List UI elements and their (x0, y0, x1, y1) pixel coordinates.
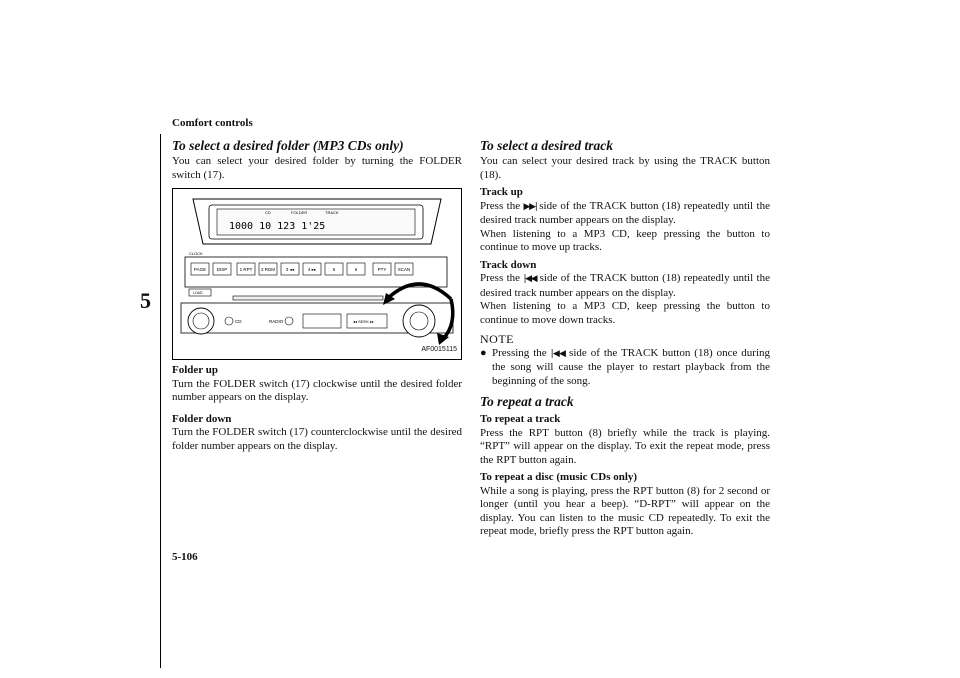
figure-caption: AF0015115 (421, 345, 457, 353)
chapter-number: 5 (140, 288, 151, 313)
display-readout: 1000 10 123 1'25 (229, 221, 326, 232)
track-down-mp3-text: When listening to a MP3 CD, keep pressing the button to continue to move down tracks. (480, 300, 770, 326)
repeat-disc-text: While a song is playing, press the RPT button (8) for 2 second or longer (until you hear a beep). “D-RPT” will appear on the display. You can listen to the music CD repeatedly. To exit the repeat mode, briefly press the RPT button again. (480, 484, 770, 537)
svg-text:CLOCK: CLOCK (189, 251, 203, 256)
svg-text:6: 6 (354, 267, 358, 272)
display-icon-cd: CD (265, 210, 271, 215)
svg-text:2 RDM: 2 RDM (260, 267, 276, 272)
folder-up-text: Turn the FOLDER switch (17) clockwise until the desired folder number appears on the display. (172, 377, 462, 403)
track-up-text: Press the ▶▶| side of the TRACK button (18) repeatedly until the desired track number appears on the display. (480, 199, 770, 226)
folder-down-text: Turn the FOLDER switch (17) counterclockwise until the desired folder number appears on the display. (172, 426, 462, 452)
track-down-title: Track down (480, 258, 537, 271)
left-column (172, 138, 462, 453)
repeat-disc-title: To repeat a disc (music CDs only) (480, 471, 638, 483)
svg-text:5: 5 (332, 267, 336, 272)
folder-down-title: Folder down (172, 412, 232, 425)
svg-text:3 ◂◂: 3 ◂◂ (285, 267, 295, 272)
repeat-track-text: Press the RPT button (8) briefly while the track is playing. “RPT” will appear on the display. To exit the repeat mode, press the RPT button again. (480, 426, 770, 466)
heading-repeat-track: To repeat a track (480, 394, 574, 409)
display-icon-folder: FOLDER (291, 210, 308, 215)
track-up-title: Track up (480, 186, 523, 198)
audio-unit-illustration (172, 188, 462, 360)
page-number: 5-106 (172, 551, 198, 563)
display-icon-track: TRACK (325, 210, 339, 215)
svg-text:LOAD: LOAD (193, 291, 203, 295)
back-skip-icon: |◀◀ (523, 274, 537, 284)
heading-select-track: To select a desired track (480, 138, 613, 153)
right-column (480, 138, 770, 539)
repeat-track-title: To repeat a track (480, 413, 561, 425)
back-skip-icon: |◀◀ (550, 348, 566, 359)
svg-text:RADIO: RADIO (269, 319, 284, 324)
svg-text:SCAN: SCAN (397, 267, 411, 272)
svg-text:PTY: PTY (377, 267, 387, 272)
forward-skip-icon: ▶▶| (523, 201, 536, 212)
svg-text:DISP: DISP (216, 267, 228, 272)
svg-text:1 RPT: 1 RPT (239, 267, 253, 272)
section-title: Comfort controls (172, 117, 253, 129)
svg-text:CD: CD (235, 319, 242, 324)
svg-text:4 ▸▸: 4 ▸▸ (307, 267, 317, 272)
note-item: ● Pressing the |◀◀ side of the TRACK button (18) once during the song will cause the player to restart playback from the beginning of the song. (480, 346, 770, 387)
chapter-divider (160, 134, 161, 668)
folder-intro: You can select your desired folder by turning the FOLDER switch (17). (172, 155, 462, 181)
note-label: NOTE (480, 332, 514, 346)
bullet-icon: ● (480, 346, 487, 359)
svg-text:PAGE: PAGE (193, 267, 207, 272)
heading-select-folder: To select a desired folder (MP3 CDs only) (172, 138, 404, 153)
audio-unit-drawing (173, 189, 461, 359)
svg-text:◂◂ SEEK ▸▸: ◂◂ SEEK ▸▸ (353, 319, 374, 324)
track-up-mp3-text: When listening to a MP3 CD, keep pressing the button to continue to move up tracks. (480, 227, 770, 253)
folder-up-title: Folder up (172, 364, 218, 376)
track-down-text: Press the |◀◀ side of the TRACK button (18) repeatedly until the desired track number appears on the display. (480, 272, 770, 299)
track-intro: You can select your desired track by using the TRACK button (18). (480, 155, 770, 181)
